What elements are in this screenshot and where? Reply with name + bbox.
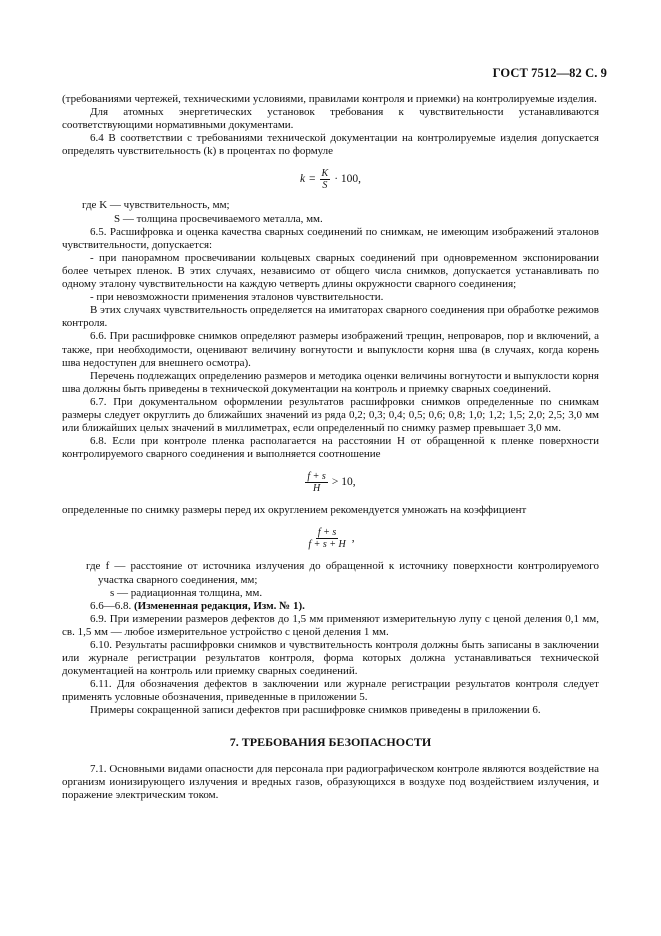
formula-lhs: k <box>299 173 306 186</box>
section-heading: 7. ТРЕБОВАНИЯ БЕЗОПАСНОСТИ <box>229 734 432 749</box>
paragraph: (требованиями чертежей, техническими условиями, правилами контроля и приемки) на контролируемые изделия. <box>62 93 597 105</box>
paragraph: 6.11. Для обозначения дефектов в заключении или журнале регистрации результатов контроля следует применять условные обозначения, приведенные в приложении 5. <box>62 678 599 704</box>
formula-fraction <box>320 168 331 191</box>
paragraph: 6.4 В соответствии с требованиями технической документации на контролируемые изделия допускается определять чувствительность (k) в процентах по формуле <box>62 132 599 158</box>
formula-numerator: f + s <box>307 471 326 483</box>
paragraph: 6.6. При расшифровке снимков определяют размеры изображений трещин, непроваров, пор и включений, а также, при необходимости, оценивают величину вогнутости и выпуклости корня шва (в случаях, когда корень шва недоступен для внешнего осмотра). <box>62 330 599 369</box>
paragraph: 6.7. При документальном оформлении результатов расшифровки снимков определенные по снимкам размеры следует округлить до ближайших значений из ряда 0,2; 0,3; 0,4; 0,5; 0,6; 0,8; 1,0; 1,2; 1,5; 2,0; 2,5; 3,0 мм или ближайших целых значений в миллиметрах, если определенный по снимку размер превышает 3,0 мм. <box>62 395 599 435</box>
document-body <box>62 93 599 802</box>
definition-s-radiation: s — радиационная толщина, мм. <box>110 586 263 599</box>
paragraph: 6.10. Результаты расшифровки снимков и чувствительность контроля должны быть записаны в заключении или журнале регистрации результатов контроля, форма которых должна устанавливаться технической документацией на контроль или приемку сварных соединений. <box>62 639 599 678</box>
paragraph: В этих случаях чувствительность определяется на имитаторах сварного соединения при обработке режимов контроля. <box>62 304 599 330</box>
page-header: ГОСТ 7512—82 С. 9 <box>492 66 607 80</box>
amendment-note: 6.6—6.8. (Измененная редакция, Изм. № 1). <box>90 599 305 612</box>
formula-eq: = <box>309 173 316 186</box>
list-item: - при панорамном просвечивании кольцевых сварных соединений при одновременном экспонировании более четырех пленок. В этих случаях, независимо от общего числа снимков, допускается устанавливать по одному эталону чувствительности на каждую четверть длины окружности сварного соединения; <box>62 251 599 291</box>
formula-tail: > 10, <box>331 476 356 489</box>
formula-tail: , <box>351 532 355 545</box>
formula-numerator: K <box>321 168 329 180</box>
paragraph: определенные по снимку размеры перед их округлением рекомендуется умножать на коэффициент <box>62 504 527 517</box>
paragraph: 7.1. Основными видами опасности для персонала при радиографическом контроле являются воздействие на организм ионизирующего излучения и вредных газов, образующихся в воздухе под воздействием излучения, и поражение электрическим током. <box>62 762 599 801</box>
formula-denominator: H <box>313 483 321 495</box>
paragraph: 6.8. Если при контроле пленка располагается на расстоянии H от обращенной к пленке поверхности контролируемого сварного соединения и выполняется соотношение <box>62 435 599 461</box>
paragraph: 6.5. Расшифровка и оценка качества сварных соединений по снимкам, не имеющим изображений эталонов чувствительности, допускается: <box>62 225 599 251</box>
formula-fraction <box>306 527 347 550</box>
formula-fraction <box>305 471 327 494</box>
formula-denominator: f + s + H <box>308 539 346 551</box>
formula-numerator: f + s <box>317 527 337 539</box>
formula-ratio <box>62 471 599 494</box>
definition-f: где f — расстояние от источника излучения до обращенной к источнику поверхности контролируемого участка сварного соединения, мм; <box>86 560 599 586</box>
paragraph: Для атомных энергетических установок требования к чувствительности устанавливаются соответствующими нормативными документами. <box>62 106 599 132</box>
paragraph: Примеры сокращенной записи дефектов при расшифровке снимков приведены в приложении 6. <box>90 704 541 717</box>
formula-sensitivity <box>62 168 599 191</box>
amendment-label: (Измененная редакция, Изм. № 1). <box>134 599 305 612</box>
definition-s: S — толщина просвечиваемого металла, мм. <box>114 212 323 225</box>
formula-coefficient <box>62 527 599 550</box>
definition-k: где K — чувствительность, мм; <box>82 199 230 212</box>
list-item: - при невозможности применения эталонов чувствительности. <box>90 291 384 304</box>
formula-denominator: S <box>322 180 328 192</box>
formula-tail: · 100, <box>334 173 362 186</box>
paragraph: Перечень подлежащих определению размеров и методика оценки величины вогнутости и выпуклости корня шва должны быть приведены в технической документации на контроль и приемку сварных соединений. <box>62 369 599 395</box>
paragraph: 6.9. При измерении размеров дефектов до 1,5 мм применяют измерительную лупу с ценой деления 0,1 мм, св. 1,5 мм — любое измерительное устройство с ценой деления 1 мм. <box>62 612 599 638</box>
